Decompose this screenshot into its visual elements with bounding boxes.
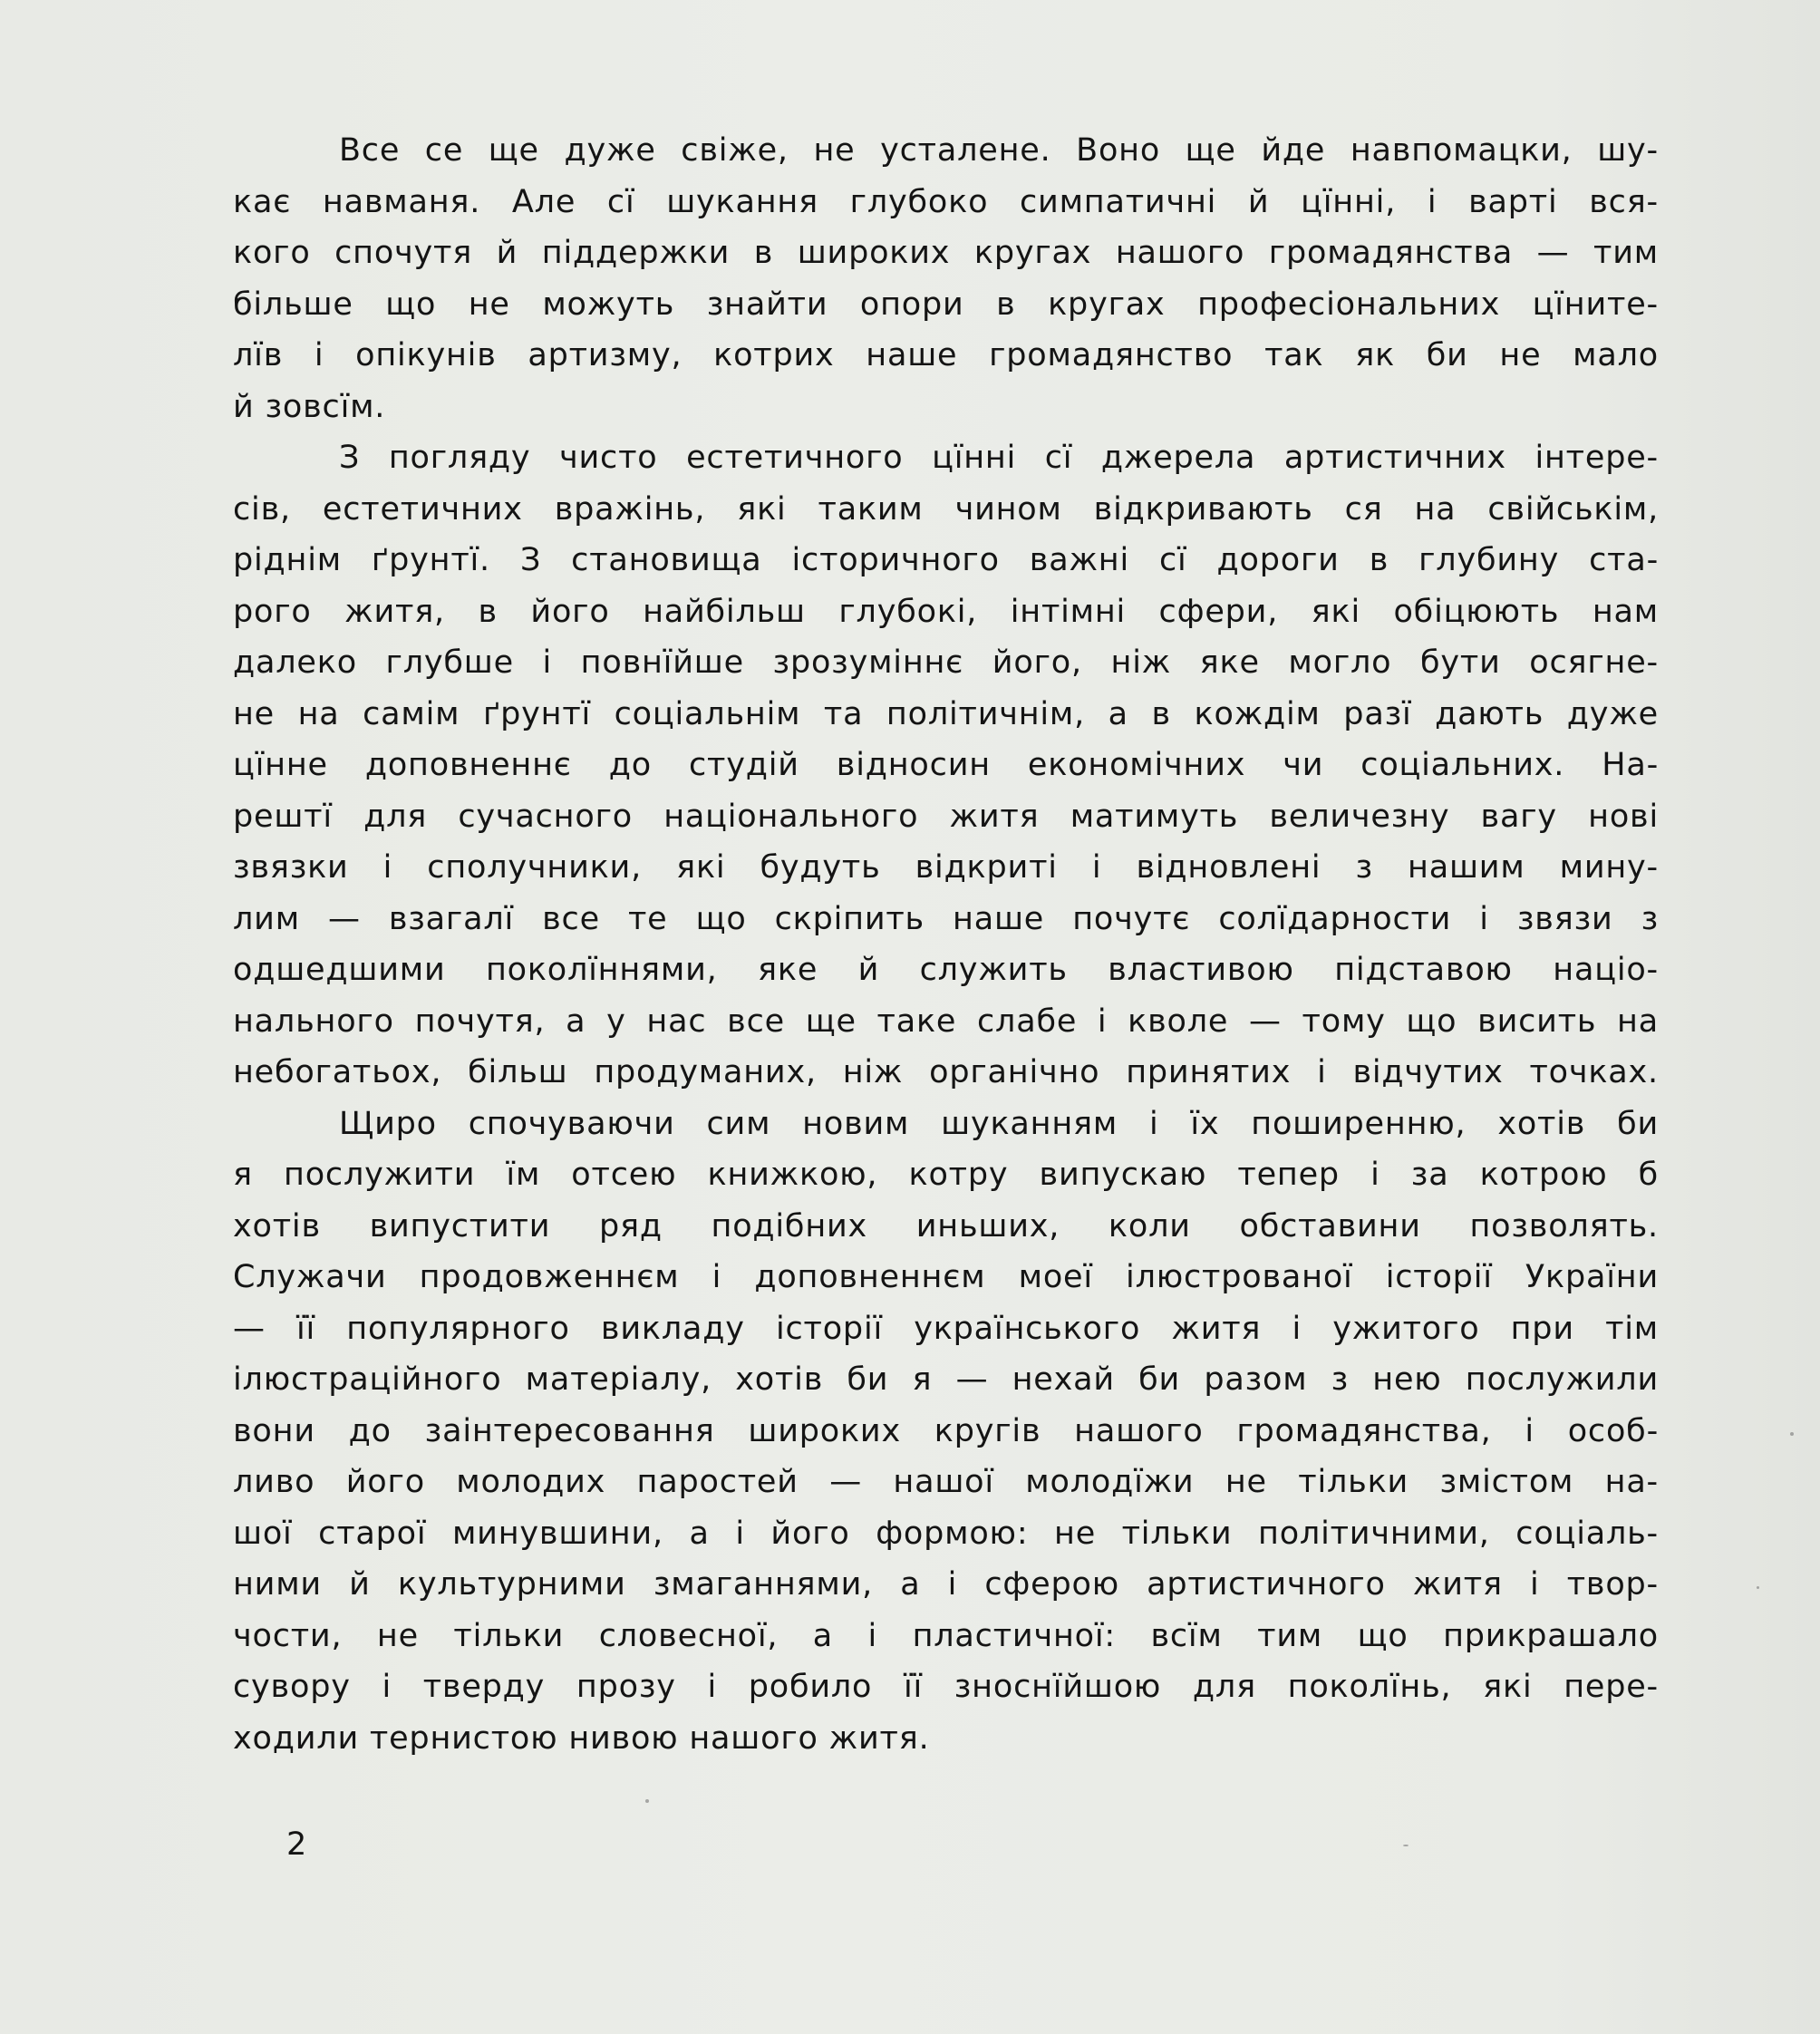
paragraph-3-line-7: вони до заінтересовання широких кругів нашого громадянства, і особ-	[233, 1412, 1659, 1449]
paragraph-1-line-2: кає навманя. Але сї шукання глубоко симпатичні й цїнні, і варті вся-	[233, 183, 1659, 220]
print-speck	[1757, 1586, 1759, 1589]
paragraph-1-line-3: кого спочутя й піддержки в широких кругах нашого громадянства — тим	[233, 235, 1659, 271]
print-speck	[1790, 1432, 1794, 1436]
paragraph-1-line-6: й зовсїм.	[233, 388, 386, 425]
paragraph-1-line-4: більше що не можуть знайти опори в кругах професіональних цїните-	[233, 286, 1659, 323]
paragraph-3-line-10: ними й культурними змаганнями, а і сферою артистичного житя і твор-	[233, 1566, 1659, 1603]
paragraph-2-line-3: ріднім ґрунтї. З становища історичного важні сї дороги в глубину ста-	[233, 542, 1659, 578]
paragraph-2-line-1: З погляду чисто естетичного цїнні сї джерела артистичних інтере-	[339, 440, 1659, 476]
paragraph-3-line-2: я послужити їм отсею книжкою, котру випускаю тепер і за котрою б	[233, 1157, 1659, 1193]
paragraph-3-line-1: Щиро спочуваючи сим новим шуканням і їх поширенню, хотів би	[339, 1105, 1659, 1142]
paragraph-1-line-1: Все се ще дуже свіже, не усталене. Воно ще йде навпомацки, шу-	[339, 132, 1659, 169]
paragraph-3-line-11: чости, не тільки словесної, а і пластичної: всїм тим що прикрашало	[233, 1617, 1659, 1654]
paragraph-2-line-8: рештї для сучасного національного житя матимуть величезну вагу нові	[233, 798, 1659, 835]
paragraph-2-line-10: лим — взагалї все те що скріпить наше почутє солїдарности і звязи з	[233, 900, 1659, 937]
paragraph-3-line-12: сувору і тверду прозу і робило її зноснїйшою для поколїнь, які пере-	[233, 1669, 1659, 1705]
paragraph-3-line-4: Служачи продовженнєм і доповненнєм моеї ілюстрованої історії України	[233, 1259, 1659, 1295]
paragraph-3-line-8: ливо його молодих паростей — нашої молодїжи не тільки змістом на-	[233, 1464, 1659, 1500]
paragraph-3-line-9: шої старої минувшини, а і його формою: не тільки політичними, соціаль-	[233, 1515, 1659, 1552]
paragraph-2-line-2: сів, естетичних вражінь, які таким чином відкривають ся на свійськім,	[233, 490, 1659, 528]
paragraph-2-line-13: небогатьох, більш продуманих, ніж органічно принятих і відчутих точках.	[233, 1054, 1659, 1090]
paragraph-3-line-6: ілюстраційного матеріалу, хотів би я — нехай би разом з нею послужили	[233, 1361, 1659, 1398]
paragraph-2-line-5: далеко глубше і повнїйше зрозуміннє його, ніж яке могло бути осягне-	[233, 644, 1659, 681]
body-text	[233, 125, 1659, 1764]
paragraph-2-line-4: рого житя, в його найбільш глубокі, інтімні сфери, які обіцюють нам	[233, 593, 1659, 630]
paragraph-3-line-5: — її популярного викладу історії українського житя і ужитого при тім	[233, 1310, 1659, 1347]
paragraph-2-line-12: нального почутя, а у нас все ще таке слабе і кволе — тому що висить на	[233, 1002, 1659, 1040]
paragraph-2-line-7: цїнне доповненнє до студій відносин економічних чи соціальних. На-	[233, 747, 1659, 783]
print-speck	[645, 1799, 649, 1803]
paragraph-2-line-9: звязки і сполучники, які будуть відкриті і відновлені з нашим мину-	[233, 849, 1659, 886]
print-speck	[1403, 1845, 1409, 1846]
paragraph-3-line-3: хотів випустити ряд подібних иньших, коли обставини позволять.	[233, 1207, 1659, 1245]
paragraph-1-line-5: лїв і опікунів артизму, котрих наше громадянство так як би не мало	[233, 337, 1659, 373]
paragraph-2-line-6: не на самім ґрунтї соціальнім та політичнім, а в кождім разї дають дуже	[233, 695, 1659, 732]
page-number: 2	[286, 1826, 307, 1863]
paragraph-2-line-11: одшедшими поколїннями, яке й служить властивою підставою націо-	[233, 952, 1659, 988]
paragraph-3-line-13: ходили тернистою нивою нашого житя.	[233, 1719, 930, 1757]
